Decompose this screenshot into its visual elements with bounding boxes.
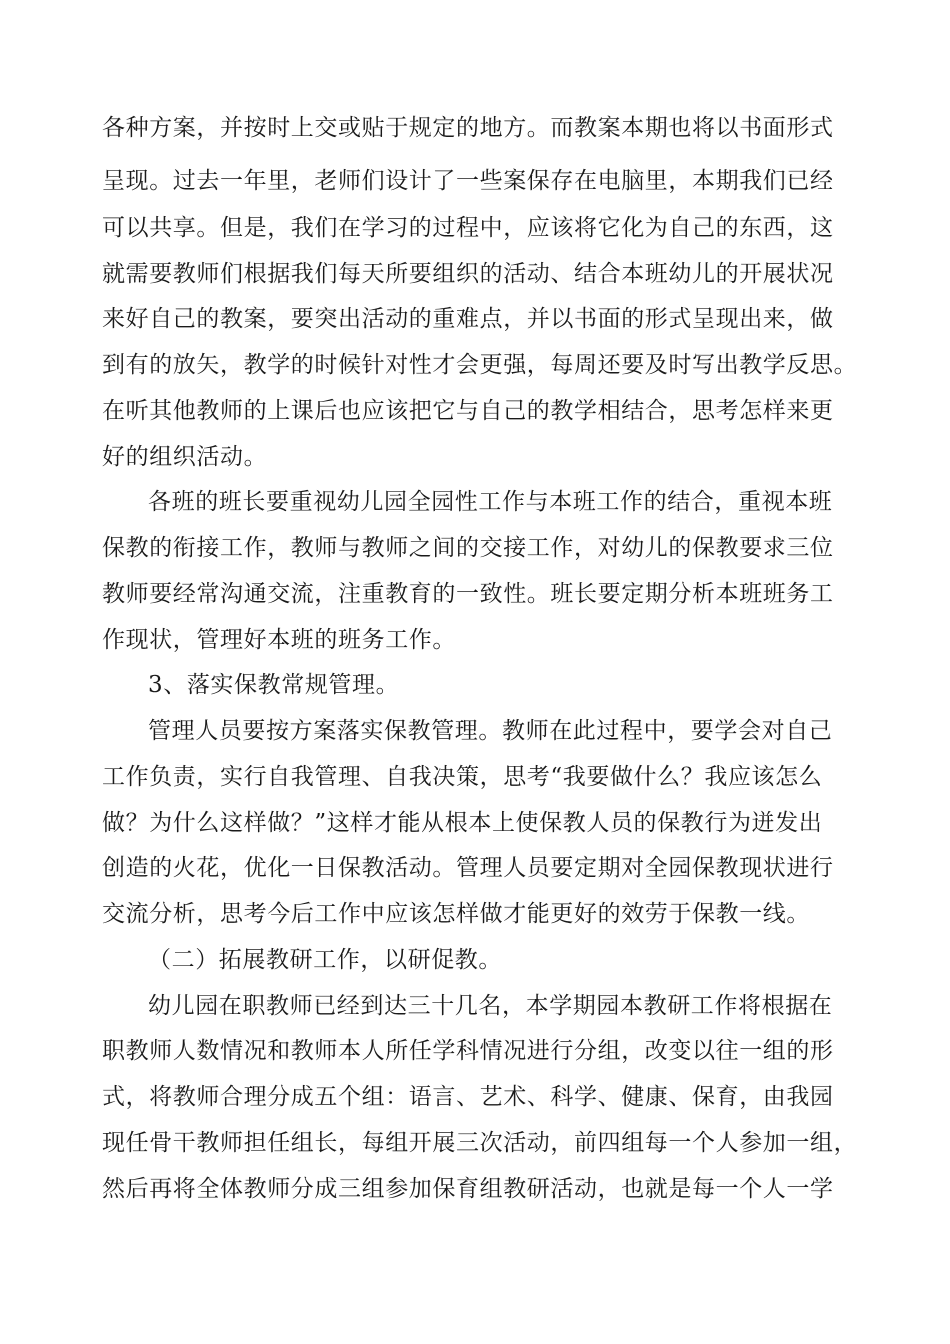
text-line: 呈现。过去一年里，老师们设计了一些案保存在电脑里，本期我们已经 — [102, 168, 834, 194]
text-line: 幼儿园在职教师已经到达三十几名，本学期园本教研工作将根据在 — [148, 993, 833, 1019]
text-line: 到有的放矢，教学的时候针对性才会更强，每周还要及时写出教学反思。 — [102, 352, 858, 378]
text-line: 作现状，管理好本班的班务工作。 — [102, 627, 456, 653]
text-line: 各种方案，并按时上交或贴于规定的地方。而教案本期也将以书面形式 — [102, 115, 834, 141]
section-heading: （二）拓展教研工作，以研促教。 — [148, 947, 502, 973]
text-line: 可以共享。但是，我们在学习的过程中，应该将它化为自己的东西，这 — [102, 215, 834, 241]
text-line: 然后再将全体教师分成三组参加保育组教研活动，也就是每一个人一学 — [102, 1176, 834, 1202]
text-line: 教师要经常沟通交流，注重教育的一致性。班长要定期分析本班班务工 — [102, 581, 834, 607]
text-line: 保教的衔接工作，教师与教师之间的交接工作，对幼儿的保教要求三位 — [102, 535, 834, 561]
text-line: 在听其他教师的上课后也应该把它与自己的教学相结合，思考怎样来更 — [102, 398, 834, 424]
text-line: 来好自己的教案，要突出活动的重难点，并以书面的形式呈现出来，做 — [102, 306, 834, 332]
text-line: 创造的火花，优化一日保教活动。管理人员要定期对全园保教现状进行 — [102, 855, 834, 881]
text-line: 就需要教师们根据我们每天所要组织的活动、结合本班幼儿的开展状况 — [102, 261, 834, 287]
text-line: 工作负责，实行自我管理、自我决策，思考“我要做什么？我应该怎么 — [102, 764, 823, 790]
text-line: 交流分析，思考今后工作中应该怎样做才能更好的效劳于保教一线。 — [102, 901, 810, 927]
text-line: 管理人员要按方案落实保教管理。教师在此过程中，要学会对自己 — [148, 718, 833, 744]
text-line: 各班的班长要重视幼儿园全园性工作与本班工作的结合，重视本班 — [148, 489, 833, 515]
section-heading: 3、落实保教常规管理。 — [148, 672, 400, 698]
text-line: 式，将教师合理分成五个组：语言、艺术、科学、健康、保育，由我园 — [102, 1084, 834, 1110]
text-line: 做？为什么这样做？”这样才能从根本上使保教人员的保教行为迸发出 — [102, 810, 823, 836]
text-line: 职教师人数情况和教师本人所任学科情况进行分组，改变以往一组的形 — [102, 1038, 834, 1064]
text-line: 现任骨干教师担任组长，每组开展三次活动，前四组每一个人参加一组， — [102, 1130, 858, 1156]
text-line: 好的组织活动。 — [102, 444, 268, 470]
